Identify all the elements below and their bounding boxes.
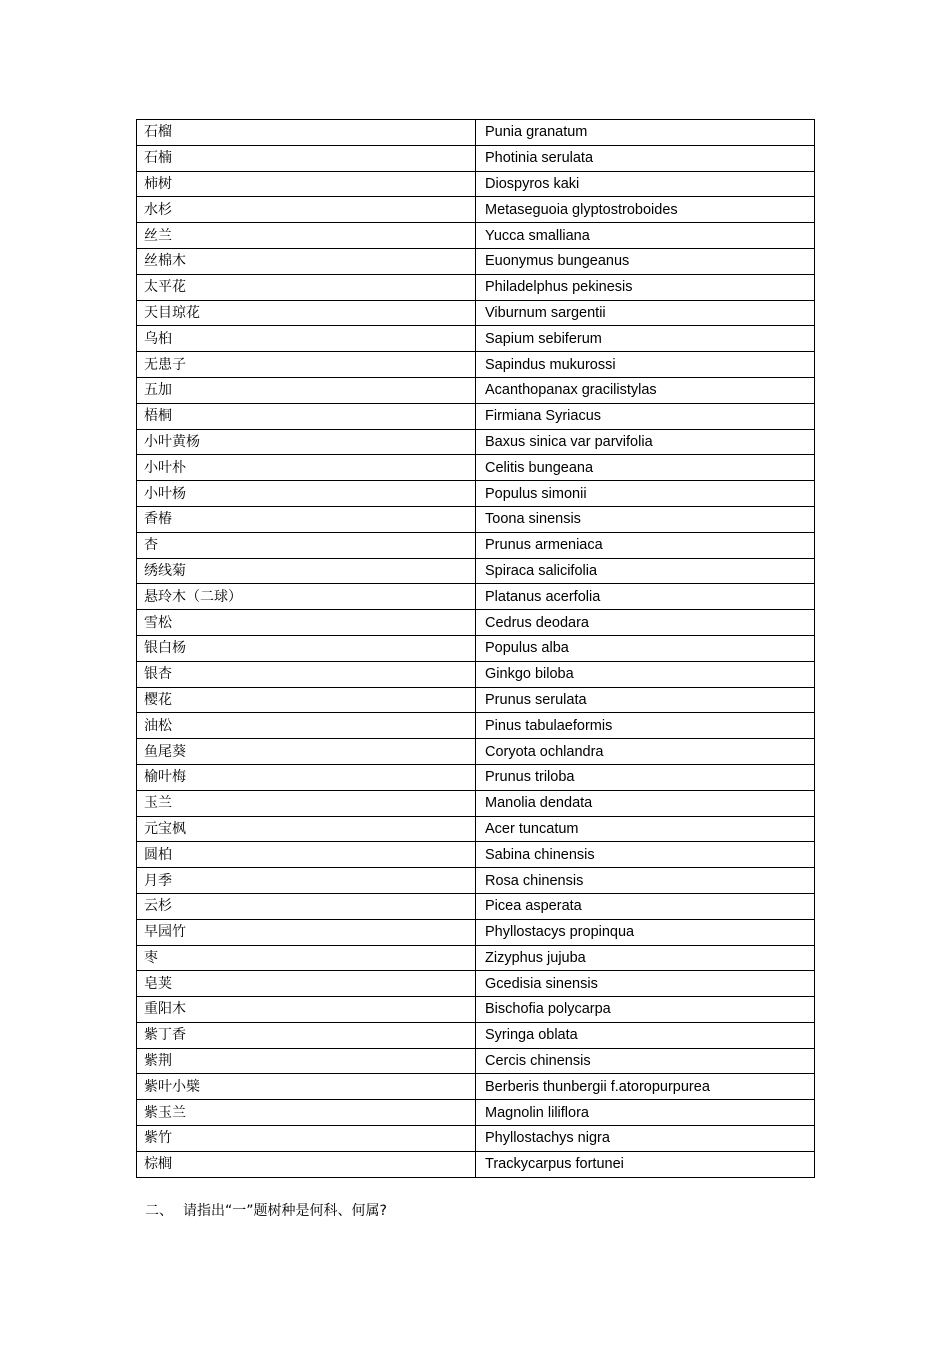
chinese-name-cell: 紫荆 [137,1048,476,1074]
latin-name-cell: Ginkgo biloba [476,661,815,687]
chinese-name-cell: 紫竹 [137,1126,476,1152]
latin-name-cell: Cedrus deodara [476,610,815,636]
table-row [137,1100,815,1126]
table-row [137,455,815,481]
latin-name-cell: Yucca smalliana [476,223,815,249]
table-row [137,764,815,790]
latin-name-cell: Sabina chinensis [476,842,815,868]
chinese-name-cell: 石榴 [137,120,476,146]
latin-name-cell: Celitis bungeana [476,455,815,481]
chinese-name-cell: 太平花 [137,274,476,300]
chinese-name-cell: 水杉 [137,197,476,223]
latin-name-cell: Baxus sinica var parvifolia [476,429,815,455]
chinese-name-cell: 皂荚 [137,971,476,997]
table-row [137,1022,815,1048]
table-row [137,481,815,507]
table-row [137,403,815,429]
chinese-name-cell: 石楠 [137,145,476,171]
table-row [137,248,815,274]
table-row [137,945,815,971]
table-row [137,429,815,455]
latin-name-cell: Populus simonii [476,481,815,507]
latin-name-cell: Cercis chinensis [476,1048,815,1074]
latin-name-cell: Zizyphus jujuba [476,945,815,971]
latin-name-cell: Diospyros kaki [476,171,815,197]
latin-name-cell: Viburnum sargentii [476,300,815,326]
latin-name-cell: Populus alba [476,635,815,661]
chinese-name-cell: 紫玉兰 [137,1100,476,1126]
chinese-name-cell: 枣 [137,945,476,971]
table-row [137,687,815,713]
latin-name-cell: Bischofia polycarpa [476,997,815,1023]
chinese-name-cell: 元宝枫 [137,816,476,842]
table-row [137,1074,815,1100]
table-row [137,893,815,919]
table-row [137,816,815,842]
chinese-name-cell: 梧桐 [137,403,476,429]
table-row [137,352,815,378]
latin-name-cell: Spiraca salicifolia [476,558,815,584]
table-row [137,274,815,300]
latin-name-cell: Trackycarpus fortunei [476,1151,815,1177]
chinese-name-cell: 棕榈 [137,1151,476,1177]
chinese-name-cell: 小叶黄杨 [137,429,476,455]
chinese-name-cell: 悬玲木（二球） [137,584,476,610]
chinese-name-cell: 玉兰 [137,790,476,816]
table-row [137,739,815,765]
latin-name-cell: Metaseguoia glyptostroboides [476,197,815,223]
chinese-name-cell: 银白杨 [137,635,476,661]
species-table-body [137,120,815,1178]
chinese-name-cell: 早园竹 [137,919,476,945]
table-row [137,1151,815,1177]
chinese-name-cell: 小叶朴 [137,455,476,481]
chinese-name-cell: 云杉 [137,893,476,919]
latin-name-cell: Philadelphus pekinesis [476,274,815,300]
latin-name-cell: Euonymus bungeanus [476,248,815,274]
latin-name-cell: Coryota ochlandra [476,739,815,765]
chinese-name-cell: 银杏 [137,661,476,687]
table-row [137,377,815,403]
table-row [137,1126,815,1152]
latin-name-cell: Prunus armeniaca [476,532,815,558]
latin-name-cell: Phyllostacys propinqua [476,919,815,945]
table-row [137,197,815,223]
table-row [137,558,815,584]
chinese-name-cell: 无患子 [137,352,476,378]
chinese-name-cell: 乌桕 [137,326,476,352]
table-row [137,120,815,146]
table-row [137,713,815,739]
table-row [137,997,815,1023]
latin-name-cell: Magnolin liliflora [476,1100,815,1126]
chinese-name-cell: 月季 [137,868,476,894]
latin-name-cell: Sapium sebiferum [476,326,815,352]
table-row [137,610,815,636]
latin-name-cell: Sapindus mukurossi [476,352,815,378]
latin-name-cell: Photinia serulata [476,145,815,171]
chinese-name-cell: 杏 [137,532,476,558]
table-row [137,868,815,894]
chinese-name-cell: 五加 [137,377,476,403]
table-row [137,532,815,558]
latin-name-cell: Acer tuncatum [476,816,815,842]
latin-name-cell: Gcedisia sinensis [476,971,815,997]
species-table [136,119,815,1178]
chinese-name-cell: 重阳木 [137,997,476,1023]
latin-name-cell: Prunus triloba [476,764,815,790]
latin-name-cell: Picea asperata [476,893,815,919]
chinese-name-cell: 榆叶梅 [137,764,476,790]
chinese-name-cell: 天目琼花 [137,300,476,326]
table-row [137,326,815,352]
table-row [137,584,815,610]
latin-name-cell: Syringa oblata [476,1022,815,1048]
chinese-name-cell: 小叶杨 [137,481,476,507]
chinese-name-cell: 柿树 [137,171,476,197]
chinese-name-cell: 雪松 [137,610,476,636]
chinese-name-cell: 香椿 [137,506,476,532]
latin-name-cell: Firmiana Syriacus [476,403,815,429]
table-row [137,919,815,945]
latin-name-cell: Prunus serulata [476,687,815,713]
latin-name-cell: Manolia dendata [476,790,815,816]
question-heading [145,1200,387,1220]
table-row [137,300,815,326]
chinese-name-cell: 丝兰 [137,223,476,249]
table-row [137,1048,815,1074]
table-row [137,790,815,816]
table-row [137,506,815,532]
chinese-name-cell: 紫丁香 [137,1022,476,1048]
question-number: 二、 [145,1203,173,1219]
table-row [137,223,815,249]
question-text: 请指出“一”题树种是何科、何属? [183,1203,387,1219]
latin-name-cell: Phyllostachys nigra [476,1126,815,1152]
table-row [137,842,815,868]
latin-name-cell: Rosa chinensis [476,868,815,894]
chinese-name-cell: 丝棉木 [137,248,476,274]
table-row [137,145,815,171]
table-row [137,971,815,997]
chinese-name-cell: 紫叶小檗 [137,1074,476,1100]
table-row [137,171,815,197]
chinese-name-cell: 绣线菊 [137,558,476,584]
latin-name-cell: Acanthopanax gracilistylas [476,377,815,403]
chinese-name-cell: 鱼尾葵 [137,739,476,765]
table-row [137,635,815,661]
latin-name-cell: Punia granatum [476,120,815,146]
chinese-name-cell: 圆柏 [137,842,476,868]
latin-name-cell: Berberis thunbergii f.atoropurpurea [476,1074,815,1100]
chinese-name-cell: 油松 [137,713,476,739]
latin-name-cell: Pinus tabulaeformis [476,713,815,739]
table-row [137,661,815,687]
chinese-name-cell: 樱花 [137,687,476,713]
latin-name-cell: Platanus acerfolia [476,584,815,610]
latin-name-cell: Toona sinensis [476,506,815,532]
